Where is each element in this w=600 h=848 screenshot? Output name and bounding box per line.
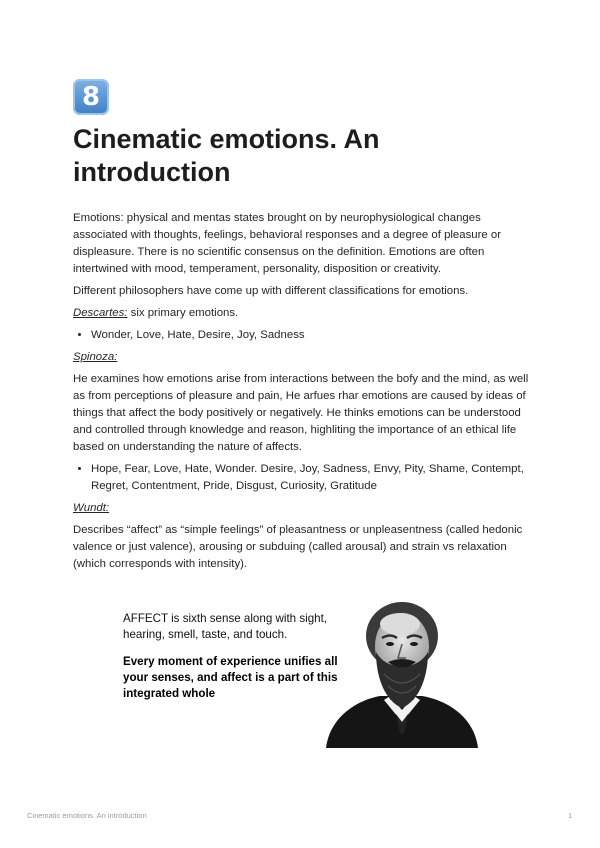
figure-quote-bold: Every moment of experience unifies all your senses, and affect is a part of this integrated whole <box>123 655 338 700</box>
descartes-text: six primary emotions. <box>127 307 239 319</box>
figure-quote: AFFECT is sixth sense along with sight, hearing, smell, taste, and touch. <box>123 612 328 641</box>
chapter-number-badge <box>73 79 109 115</box>
bearded-man-portrait-icon <box>318 596 483 748</box>
descartes-section <box>73 305 533 322</box>
wundt-heading: Wundt: <box>73 502 110 514</box>
wundt-paragraph: Describes “affect” as “simple feelings” of pleasantness or unpleasentness (called hedonic valence or just valence), arousing or subduing (called arousal) and strain vs relaxation (which corresponds with intensity). <box>73 524 523 570</box>
spinoza-list <box>73 461 533 495</box>
document-body <box>73 210 533 578</box>
spinoza-heading: Spinoza: <box>73 351 118 363</box>
list-item: • Hope, Fear, Love, Hate, Wonder. Desire, Joy, Sadness, Envy, Pity, Shame, Contempt, Regret, Contentment, Pride, Disgust, Curiosity, Gratitude <box>91 461 533 495</box>
page-title: Cinematic emotions. An introduction <box>73 124 380 187</box>
descartes-list <box>73 327 533 344</box>
affect-figure <box>118 596 488 748</box>
footer-page-number: 1 <box>568 811 573 820</box>
list-item: • Wonder, Love, Hate, Desire, Joy, Sadness <box>91 327 533 344</box>
descartes-heading: Descartes: <box>73 307 128 319</box>
intro-paragraph: Emotions: physical and mentas states brought on by neurophysiological changes associated with thoughts, feelings, behavioral responses and a degree of pleasure or displeasure. There is no scientific consensus on the definition. Emotions are often intertwined with mood, temperament, personality, disposition or creativity. <box>73 212 502 275</box>
spinoza-paragraph: He examines how emotions arise from interactions between the bofy and the mind, as well as from perceptions of pleasure and pain, He arfues rhar emotions are caused by ideas of things that affect the body positively or negatively. He thinks emotions can be understood and controlled through knowledge and reason, highliting the importance of an ethical life based on understanding the nature of affects. <box>73 373 529 453</box>
classification-paragraph: Different philosophers have come up with different classifications for emotions. <box>73 285 469 297</box>
footer-document-title: Cinematic emotions. An introduction <box>27 811 147 820</box>
chapter-number: 8 <box>81 82 101 112</box>
